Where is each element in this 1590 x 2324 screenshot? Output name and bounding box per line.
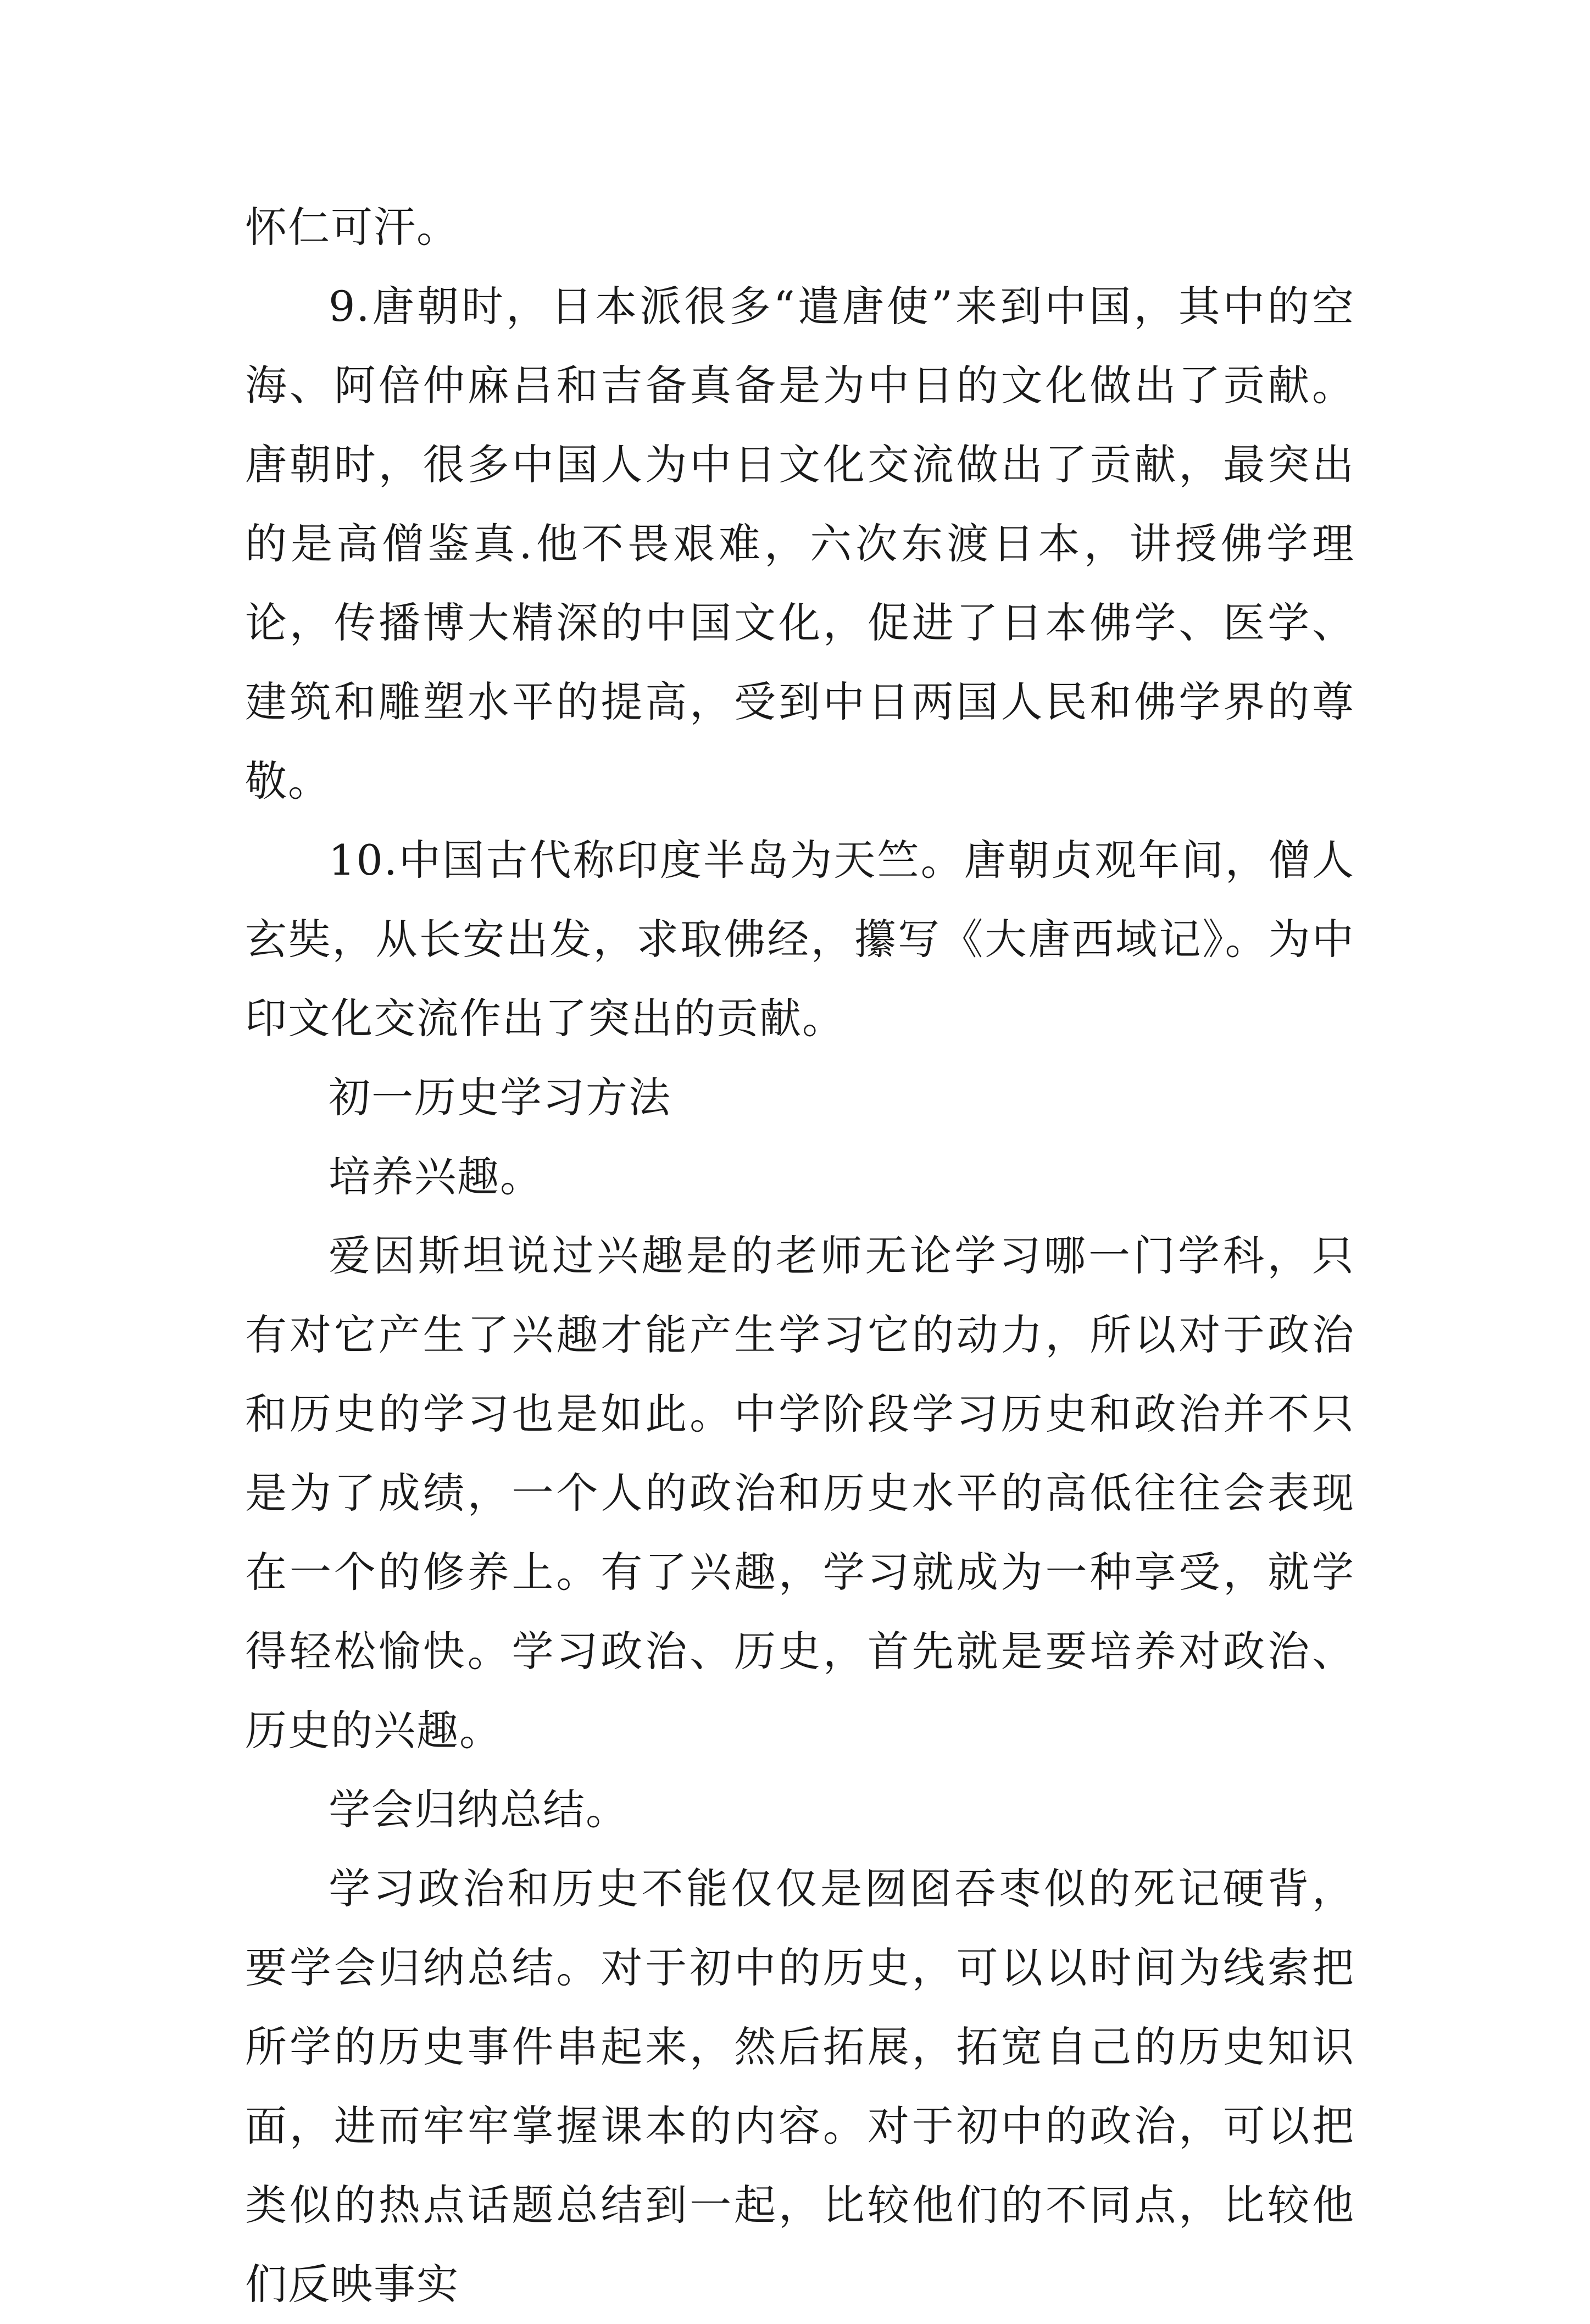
paragraph-interest: 爱因斯坦说过兴趣是的老师无论学习哪一门学科，只有对它产生了兴趣才能产生学习它的动力，所以对于政治和历史的学习也是如此。中学阶段学习历史和政治并不只是为了成绩，一个人的政治和历史水平的高低往往会表现在一个的修养上。有了兴趣，学习就成为一种享受，就学得轻松愉快。学习政治、历史，首先就是要培养对政治、历史的兴趣。 xyxy=(245,1231,1355,1755)
subheading-summarize: 学会归纳总结。 xyxy=(329,1785,629,1834)
subheading-interest: 培养兴趣。 xyxy=(329,1152,543,1201)
paragraph-summarize: 学习政治和历史不能仅仅是囫囵吞枣似的死记硬背，要学会归纳总结。对于初中的历史，可以以时间为线索把所学的历史事件串起来，然后拓展，拓宽自己的历史知识面，进而牢牢掌握课本的内容。对于初中的政治，可以把类似的热点话题总结到一起，比较他们的不同点，比较他们反映事实 xyxy=(245,1864,1355,2309)
section-heading: 初一历史学习方法 xyxy=(329,1073,671,1122)
paragraph-item-9: 9.唐朝时，日本派很多“遣唐使”来到中国，其中的空海、阿倍仲麻吕和吉备真备是为中日的文化做出了贡献。唐朝时，很多中国人为中日文化交流做出了贡献，最突出的是高僧鉴真.他不畏艰难，六次东渡日本，讲授佛学理论，传播博大精深的中国文化，促进了日本佛学、医学、建筑和雕塑水平的提高，受到中日两国人民和佛学界的尊敬。 xyxy=(245,282,1355,805)
paragraph-item-10: 10.中国古代称印度半岛为天竺。唐朝贞观年间，僧人玄奘，从长安出发，求取佛经，攥写《大唐西域记》。为中印文化交流作出了突出的贡献。 xyxy=(245,836,1355,1043)
paragraph-continuation: 怀仁可汗。 xyxy=(245,203,459,252)
document-body xyxy=(245,188,1355,2324)
